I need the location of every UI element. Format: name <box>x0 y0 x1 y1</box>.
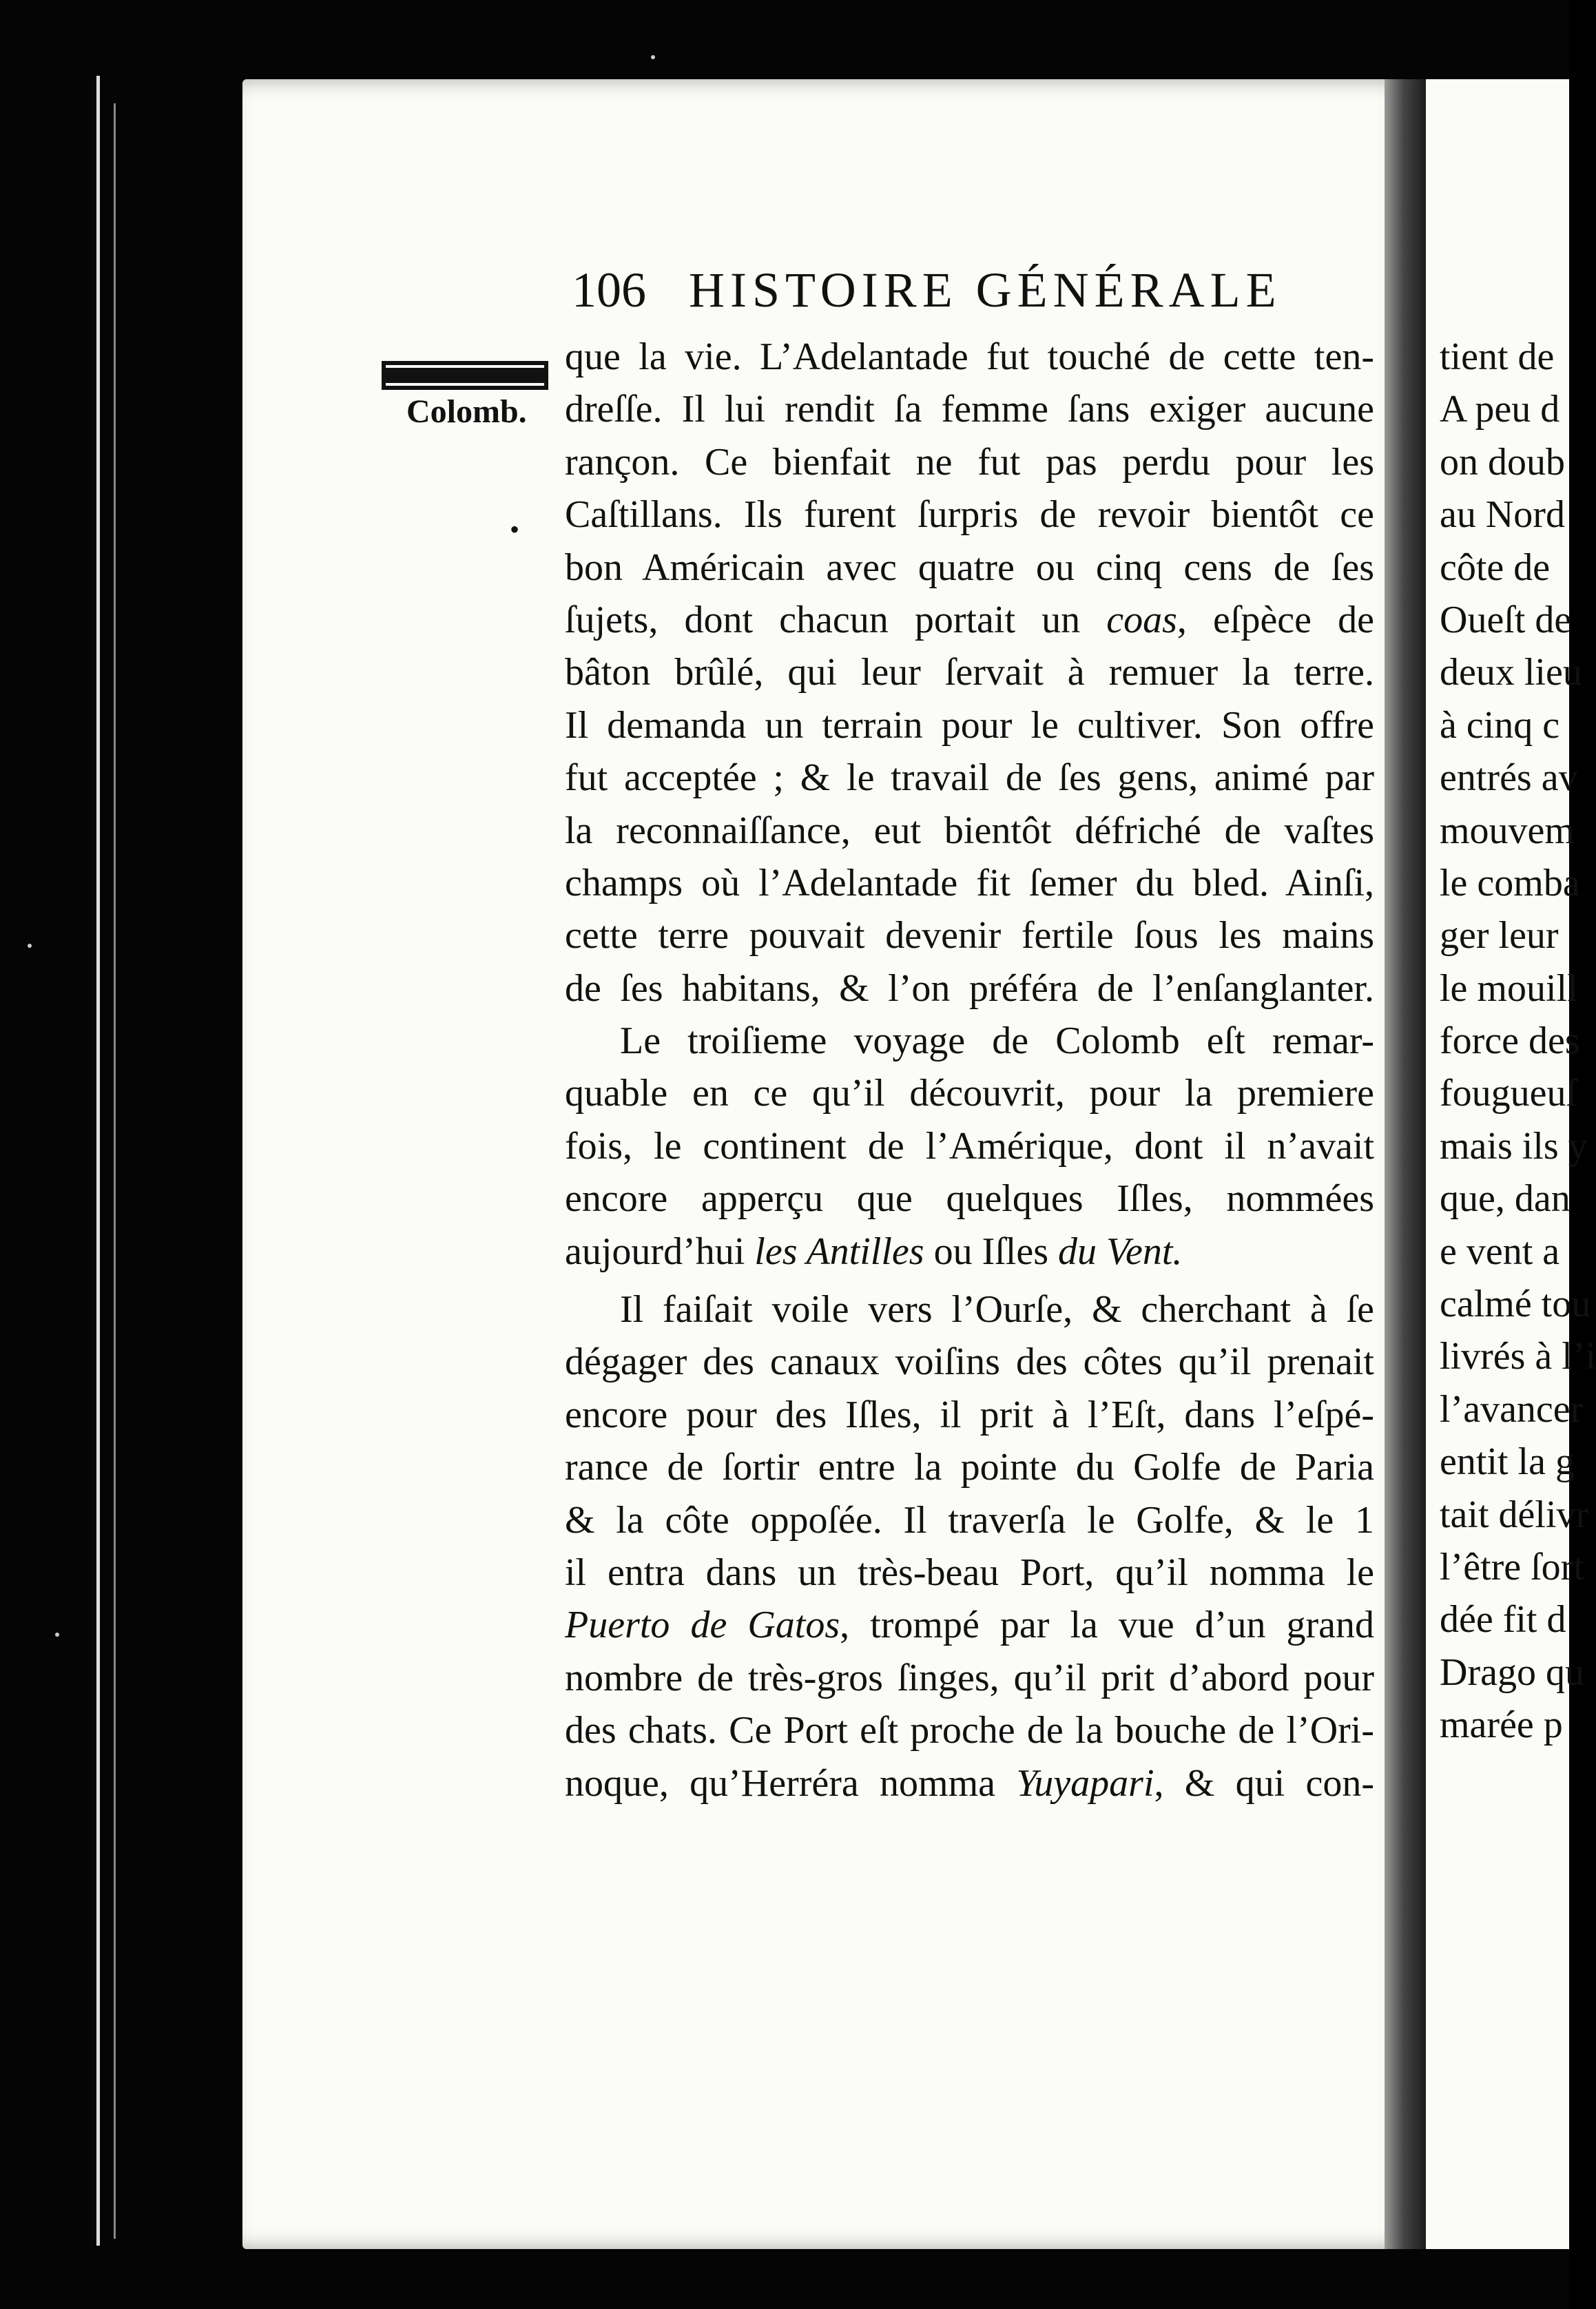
right-page-line: côte de <box>1440 546 1551 589</box>
scan-edge-line <box>96 76 100 2246</box>
text-line: de ſes habitans, & l’on préféra de l’enſanglanter. <box>565 966 1374 1010</box>
right-page-line: au Nord <box>1440 493 1565 537</box>
right-page-line: entit la g <box>1440 1440 1575 1484</box>
text-line: quable en ce qu’il découvrit, pour la premiere <box>565 1072 1374 1115</box>
text-line: Il demanda un terrain pour le cultiver. Son offre <box>565 703 1374 747</box>
text-run: , & qui con- <box>1154 1761 1374 1805</box>
text-run: ou Iſles <box>924 1230 1058 1273</box>
text-run: , eſpèce de <box>1177 598 1374 641</box>
text-run: ſujets, dont chacun portait un <box>565 598 1107 641</box>
margin-dot: • <box>510 514 520 545</box>
text-line: il entra dans un très-beau Port, qu’il nomma le <box>565 1551 1374 1594</box>
right-page-line: ger leur <box>1440 914 1559 957</box>
text-line: que la vie. L’Adelantade fut touché de cette ten- <box>565 335 1374 378</box>
right-page-line: deux lieu <box>1440 651 1582 694</box>
italic-text: les Antilles <box>754 1230 924 1273</box>
text-line: encore apperçu que quelques Iſles, nommées <box>565 1177 1374 1221</box>
text-line <box>565 594 1374 646</box>
scan-edge-line <box>114 103 116 2239</box>
text-line: nombre de très-gros ſinges, qu’il prit d’abord pour <box>565 1656 1374 1699</box>
italic-text: Yuyapari <box>1016 1761 1154 1805</box>
running-title: HISTOIRE GÉNÉRALE <box>689 262 1282 318</box>
text-line: des chats. Ce Port eſt proche de la bouche de l’Ori- <box>565 1709 1374 1752</box>
scan-speck <box>28 944 32 948</box>
scan-speck <box>651 55 655 59</box>
right-page-line: Oueſt de <box>1440 598 1572 641</box>
right-page-line: à cinq c <box>1440 703 1560 747</box>
text-line: champs où l’Adelantade fit ſemer du bled. Ainſi, <box>565 861 1374 904</box>
text-line: cette terre pouvait devenir fertile ſous les mains <box>565 914 1374 957</box>
text-line: fois, le continent de l’Amérique, dont il n’avait <box>565 1124 1374 1168</box>
marginal-rule <box>386 365 544 386</box>
right-page-line: l’avancer <box>1440 1387 1584 1431</box>
text-line: Caſtillans. Ils furent ſurpris de revoir bientôt ce <box>565 493 1374 537</box>
text-line: bâton brûlé, qui leur ſervait à remuer la terre. <box>565 651 1374 694</box>
text-line: encore pour des Iſles, il prit à l’Eſt, dans l’eſpé- <box>565 1393 1374 1436</box>
text-line: dreſſe. Il lui rendit ſa femme ſans exiger aucune <box>565 388 1374 431</box>
right-page-line: que, dan <box>1440 1177 1571 1221</box>
body-text <box>565 331 1374 1810</box>
right-page-line: entrés av <box>1440 756 1578 800</box>
text-line <box>565 1757 1374 1810</box>
right-page-line: calmé tou <box>1440 1283 1591 1326</box>
text-line: la reconnaiſſance, eut bientôt défriché de vaſtes <box>565 809 1374 852</box>
right-page-line: l’être ſort <box>1440 1545 1584 1588</box>
right-page-line: mais ils y <box>1440 1124 1588 1168</box>
right-page-line: force des <box>1440 1019 1580 1063</box>
text-run: noque, qu’Herréra nomma <box>565 1761 1017 1805</box>
italic-text: Puerto de Gatos <box>565 1604 840 1647</box>
scan-speck <box>55 1633 59 1637</box>
italic-text: coas <box>1106 598 1177 641</box>
right-page-line: Drago qu <box>1440 1650 1584 1694</box>
right-page-line: e vent a <box>1440 1230 1560 1273</box>
running-head <box>572 262 1364 319</box>
right-page-line: on doub <box>1440 440 1565 484</box>
text-line: Il faiſait voile vers l’Ourſe, & cherchant à ſe <box>620 1288 1374 1332</box>
right-page-line: mouvem <box>1440 809 1575 852</box>
italic-text: du Vent. <box>1058 1230 1183 1273</box>
text-line <box>565 1225 1374 1278</box>
text-line: rançon. Ce bienfait ne fut pas perdu pour les <box>565 440 1374 484</box>
page-number: 106 <box>572 262 646 318</box>
right-page-line: fougueuſ <box>1440 1072 1577 1115</box>
text-line: Le troiſieme voyage de Colomb eſt remar- <box>620 1019 1374 1063</box>
right-page-line: tait délivr <box>1440 1493 1589 1536</box>
right-page-line: livrés à l’i <box>1440 1335 1596 1378</box>
right-page-line: le mouill <box>1440 966 1578 1010</box>
text-line: bon Américain avec quatre ou cinq cens de ſes <box>565 546 1374 589</box>
right-page-line: dée fit d <box>1440 1598 1566 1642</box>
text-line <box>565 1599 1374 1651</box>
text-run: , trompé par la vue d’un grand <box>840 1604 1375 1647</box>
text-line: & la côte oppoſée. Il traverſa le Golfe, & le 1 <box>565 1498 1374 1542</box>
right-page-text <box>1440 331 1596 1752</box>
right-page-line: le comba <box>1440 861 1580 904</box>
text-line: rance de ſortir entre la pointe du Golfe de Paria <box>565 1446 1374 1489</box>
marginal-note: Colomb. <box>406 393 527 430</box>
right-page-line: A peu d <box>1440 388 1560 431</box>
text-run: aujourd’hui <box>565 1230 755 1273</box>
right-page-line: tient de <box>1440 335 1555 378</box>
right-page-line: marée p <box>1440 1704 1563 1747</box>
text-line: dégager des canaux voiſins des côtes qu’il prenait <box>565 1340 1374 1384</box>
text-line: fut acceptée ; & le travail de ſes gens, animé par <box>565 756 1374 800</box>
